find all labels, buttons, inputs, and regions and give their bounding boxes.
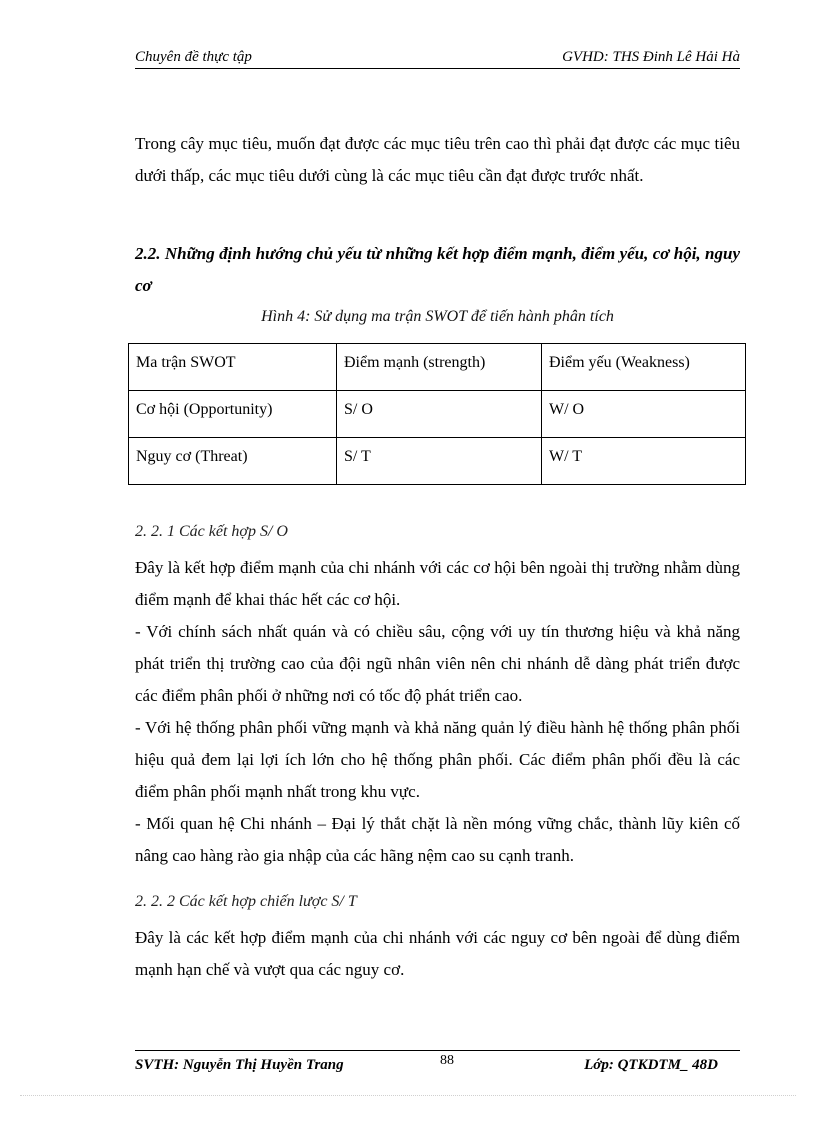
subsection-2-title: 2. 2. 2 Các kết hợp chiến lược S/ T [135,893,357,910]
page-header [135,48,740,69]
table-cell: S/ O [337,391,542,438]
header-right-text: GVHD: THS Đinh Lê Hải Hà [562,49,740,65]
paragraph: Đây là các kết hợp điểm mạnh của chi nhánh với các nguy cơ bên ngoài để dùng điểm mạnh hạn chế và vượt qua các nguy cơ. [135,928,740,979]
figure-caption: Hình 4: Sử dụng ma trận SWOT để tiến hành phân tích [261,308,614,325]
table-cell: W/ T [542,438,746,485]
paragraph: - Mối quan hệ Chi nhánh – Đại lý thắt chặt là nền móng vững chắc, thành lũy kiên cố nâng cao hàng rào gia nhập của các hãng nệm cao su cạnh tranh. [135,814,740,865]
intro-paragraph: Trong cây mục tiêu, muốn đạt được các mục tiêu trên cao thì phải đạt được các mục tiêu dưới thấp, các mục tiêu dưới cùng là các mục tiêu cần đạt được trước nhất. [135,134,740,185]
page-boundary-divider [20,1095,796,1096]
paragraph: - Với chính sách nhất quán và có chiều sâu, cộng với uy tín thương hiệu và khả năng phát triển thị trường cao của đội ngũ nhân viên nên chi nhánh dễ dàng phát triển được các điểm phân phối ở những nơi có tốc độ phát triển cao. [135,622,740,705]
paragraph: Đây là kết hợp điểm mạnh của chi nhánh với các cơ hội bên ngoài thị trường nhằm dùng điểm mạnh để khai thác hết các cơ hội. [135,558,740,609]
footer-class: Lớp: QTKDTM_ 48D [584,1057,718,1073]
table-cell: Điểm mạnh (strength) [337,344,542,391]
table-row [129,438,746,485]
table-row [129,344,746,391]
swot-table [128,343,746,485]
header-left-text: Chuyên đề thực tập [135,49,252,65]
table-cell: Cơ hội (Opportunity) [129,391,337,438]
table-cell: Điểm yếu (Weakness) [542,344,746,391]
table-row [129,391,746,438]
page-number: 88 [440,1053,454,1068]
subsection-2-body [135,922,740,986]
table-cell: S/ T [337,438,542,485]
page-footer [135,1050,740,1081]
paragraph: - Với hệ thống phân phối vững mạnh và khả năng quản lý điều hành hệ thống phân phối hiệu quả đem lại lợi ích lớn cho hệ thống phân phối. Các điểm phân phối đều là các điểm phân phối mạnh nhất trong khu vực. [135,718,740,801]
table-cell: Ma trận SWOT [129,344,337,391]
table-cell: Nguy cơ (Threat) [129,438,337,485]
footer-student-name: SVTH: Nguyễn Thị Huyền Trang [135,1057,344,1073]
subsection-1-body [135,552,740,872]
section-heading: 2.2. Những định hướng chủ yếu từ những kết hợp điểm mạnh, điểm yếu, cơ hội, nguy cơ [135,244,740,295]
table-cell: W/ O [542,391,746,438]
subsection-1-title: 2. 2. 1 Các kết hợp S/ O [135,523,288,540]
